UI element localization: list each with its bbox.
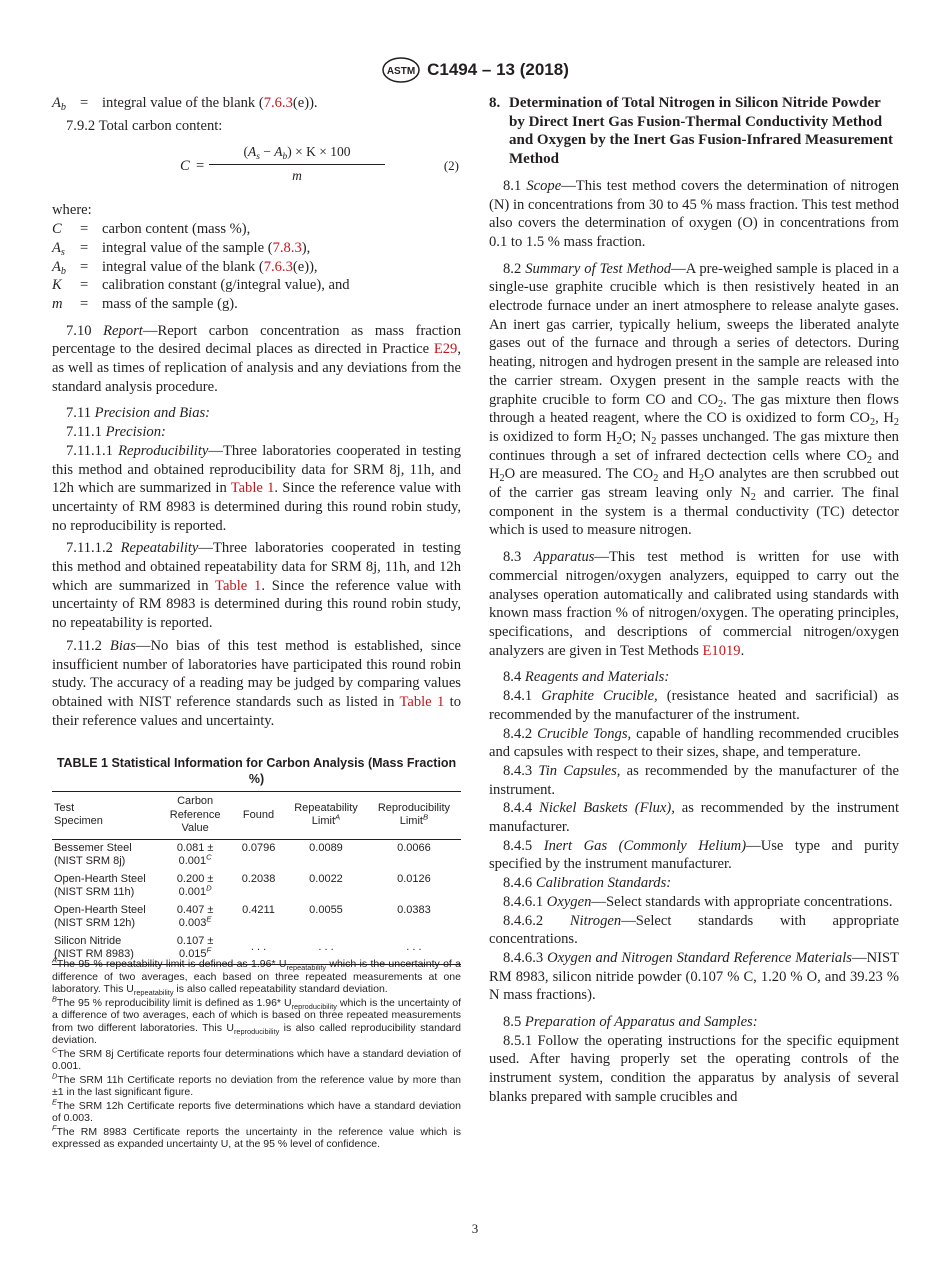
paragraph-7-11-1-1: 7.11.1.1 Reproducibility—Three laboratories cooperated in testing this method and obtained reproducibility data for SRM 8j, 11h, and 12h which are summarized in Table 1. Since the reference value with uncertainty of RM 8983 is determined during this round robin study, no reproducibility is reported.: [52, 442, 461, 534]
equation-2: C = $\frac{(A_s - A_b) \times K \times 100}{m}$ (2): [180, 144, 459, 184]
carbon-statistics-table: [52, 791, 461, 965]
paragraph-7-11: 7.11 Precision and Bias:: [66, 405, 211, 422]
footnote-f: $^F$The RM 8983 Certificate reports the uncertainty in the reference value which is expressed as expanded uncertainty U, at the 95 % level of confidence.: [52, 1123, 461, 1150]
table-header-row: Test Specimen Carbon Reference Value Found Repeatability Limit$^A$ Reproducibility Limit$^B$: [52, 792, 461, 840]
footnote-e: $^E$The SRM 12h Certificate reports five determinations which have a standard deviation of 0.003.: [52, 1097, 461, 1124]
paragraph-7-11-1: 7.11.1 Precision:: [66, 424, 166, 441]
paragraph-8-4-4: 8.4.4 Nickel Baskets (Flux), as recommended by the instrument manufacturer.: [489, 800, 900, 836]
table-row: Bessemer Steel (NIST SRM 8j) 0.081 ± $0.001^C$ 0.0796 0.0089 0.0066: [54, 841, 431, 867]
paragraph-8-4-6-2: 8.4.6.2 Nitrogen—Select standards with appropriate concentrations.: [489, 912, 899, 948]
paragraph-7-11-2: 7.11.2 Bias—No bias of this test method is established, since insufficient number of laboratories have participated this round robin study. The accuracy of a reading may be judged by comparing values obtained with NIST reference standards such as listed in Table 1 to their reference values and uncertainty.: [52, 637, 461, 729]
right-column: [489, 94, 899, 1107]
paragraph-8-4-5: 8.4.5 Inert Gas (Commonly Helium)—Use type and purity specified by the instrument manufacturer.: [489, 837, 900, 873]
blank-definition: $A_b$ = integral value of the blank (7.6.3(e)).: [52, 95, 318, 113]
astm-logo-icon: [381, 56, 421, 84]
ref-link-table-1[interactable]: Table 1: [215, 577, 262, 594]
standard-designation: C1494 – 13 (2018): [427, 60, 569, 79]
paragraph-8-4-6: 8.4.6 Calibration Standards:: [503, 875, 672, 892]
paragraph-8-4-6-1: 8.4.6.1 Oxygen—Select standards with appropriate concentrations.: [503, 893, 893, 910]
ref-link[interactable]: 7.6.3: [263, 258, 293, 275]
ref-link-e29[interactable]: E29: [433, 341, 458, 358]
ref-link[interactable]: 7.8.3: [272, 239, 302, 256]
table-row: Open-Hearth Steel (NIST SRM 11h) 0.200 ± $0.001^D$ 0.2038 0.0022 0.0126: [54, 872, 431, 898]
footnote-d: $^D$The SRM 11h Certificate reports no deviation from the reference value by more than ±1 in the last significant figure.: [52, 1071, 461, 1098]
paragraph-8-3: 8.3 Apparatus—This test method is written for use with commercial nitrogen/oxygen analyzers, equipped to carry out the analyses operation automatically and calibrated using standards with known mass fraction % of nitrogen/oxygen. The operating principles, specifications, and descriptions of commercial nitrogen/oxygen analyzers are given in Test Methods E1019.: [489, 549, 899, 659]
paragraph-8-4-2: 8.4.2 Crucible Tongs, capable of handling recommended crucibles and capsules with respect to their sizes, shape, and temperature.: [489, 725, 899, 761]
paragraph-7-11-1-2: 7.11.1.2 Repeatability—Three laboratories cooperated in testing this method and obtained repeatability data for SRM 8j, 11h, and 12h which are summarized in Table 1. Since the reference value with uncertainty of RM 8983 is determined during this round robin study, no repeatability is reported.: [52, 540, 461, 632]
paragraph-8-4: 8.4 Reagents and Materials:: [503, 669, 670, 686]
footnote-a: $^A$The 95 % repeatability limit is defined as 1.96* $U_{repeatability}$ which is the uncertainty of a difference of two averages, each based on three repeated measurements at one laboratory. This $U_{repeatability}$ is also called repeatability standard deviation.: [52, 955, 461, 997]
paragraph-8-4-1: 8.4.1 Graphite Crucible, (resistance heated and sacrificial) as recommended by the manufacturer of the instrument.: [489, 688, 899, 723]
table-row: Silicon Nitride (NIST RM 8983) 0.107 ± $0.015^F$ . . . . . . . . .: [52, 933, 461, 965]
page-header: [0, 56, 950, 89]
paragraph-8-4-3: 8.4.3 Tin Capsules, as recommended by the manufacturer of the instrument.: [489, 762, 899, 798]
page-number: 3: [471, 1221, 479, 1236]
table-title: TABLE 1 Statistical Information for Carbon Analysis (Mass Fraction %): [56, 756, 457, 786]
ref-link[interactable]: 7.6.3: [263, 95, 293, 111]
paragraph-8-2: 8.2 Summary of Test Method—A pre-weighed sample is placed in a single-use graphite crucible which is then resistively heated in an electrode furnace under an inert atmosphere to release analyte gases. An inert gas carrier, typically helium, sweeps the liberated analyte gases out of the furnace and through a series of detectors. During heating, nitrogen and hydrogen present in the sample are released into the carrier stream. Oxygen present in the sample reacts with the graphite crucible to form CO and $CO_2$. The gas mixture then flows through a heated reagent, where the CO is oxidized to form $CO_2$, $H_2$ is oxidized to form $H_2O$; $N_2$ passes unchanged. The gas mixture then continues through a set of infrared dectection cells where $CO_2$ and $H_2O$ are measured. The $CO_2$ and $H_2O$ analytes are then scrubbed out of the carrier gas stream leaving only $N_2$ and carrier. The final component in the system is a thermal conductivity (TC) detector which is used to measure nitrogen.: [489, 260, 899, 539]
paragraph-8-5: 8.5 Preparation of Apparatus and Samples:: [503, 1014, 758, 1031]
variable-list: C = carbon content (mass %), $A_s$ = integral value of the sample (7.8.3), $A_b$ = integral value of the blank (7.6.3(e)), K = calibration constant (g/integral value), and m = mass of the sample (g).: [52, 221, 350, 312]
footnote-c: $^C$The SRM 8j Certificate reports four determinations which have a standard deviation of 0.001.: [52, 1045, 461, 1072]
equation-number: (2): [443, 158, 459, 174]
ref-link-table-1[interactable]: Table 1: [399, 693, 445, 710]
ref-link-e1019[interactable]: E1019: [702, 642, 741, 659]
table-row: Open-Hearth Steel (NIST SRM 12h) 0.407 ± $0.003^E$ 0.4211 0.0055 0.0383: [54, 903, 431, 929]
svg-text:ASTM: ASTM: [386, 66, 416, 77]
paragraph-8-4-6-3: 8.4.6.3 Oxygen and Nitrogen Standard Reference Materials—NIST RM 8983, silicon nitride powder (0.107 % C, 1.20 % O, and 39.23 % N mass fractions).: [489, 949, 899, 1004]
where-label: where:: [52, 202, 92, 219]
table-footnotes: [52, 955, 461, 1152]
left-column: [52, 94, 461, 730]
paragraph-8-5-1: 8.5.1 Follow the operating instructions for the specific equipment used. After having properly set the operating controls of the instrument system, condition the apparatus by analysis of several blanks prepared with sample crucibles and: [489, 1032, 899, 1105]
ref-link-table-1[interactable]: Table 1: [230, 480, 275, 497]
footnote-b: $^B$The 95 % reproducibility limit is defined as 1.96* $U_{reproducibility}$ which is the uncertainty of a difference of two averages, each of which is based on three repeated measurements from two different laboratories. This $U_{reproducibility}$ is also called reproducibility standard deviation.: [52, 994, 461, 1046]
section-8-heading: 8. Determination of Total Nitrogen in Silicon Nitride Powder by Direct Inert Gas Fusion-Thermal Conductivity Method and Oxygen by the Inert Gas Fusion-Infrared Measurement Method: [489, 95, 894, 168]
paragraph-7-9-2: 7.9.2 Total carbon content:: [66, 117, 223, 134]
paragraph-7-10: 7.10 Report—Report carbon concentration as mass fraction percentage to the desired decimal places as directed in Practice E29, as well as times of replication of analysis and any deviations from the standard analysis procedure.: [52, 322, 461, 395]
paragraph-8-1: 8.1 Scope—This test method covers the determination of nitrogen (N) in concentrations from 30 to 45 % mass fraction. This test method also covers the determination of oxygen (O) in concentrations from 0.1 to 1.5 % mass fraction.: [489, 177, 900, 250]
